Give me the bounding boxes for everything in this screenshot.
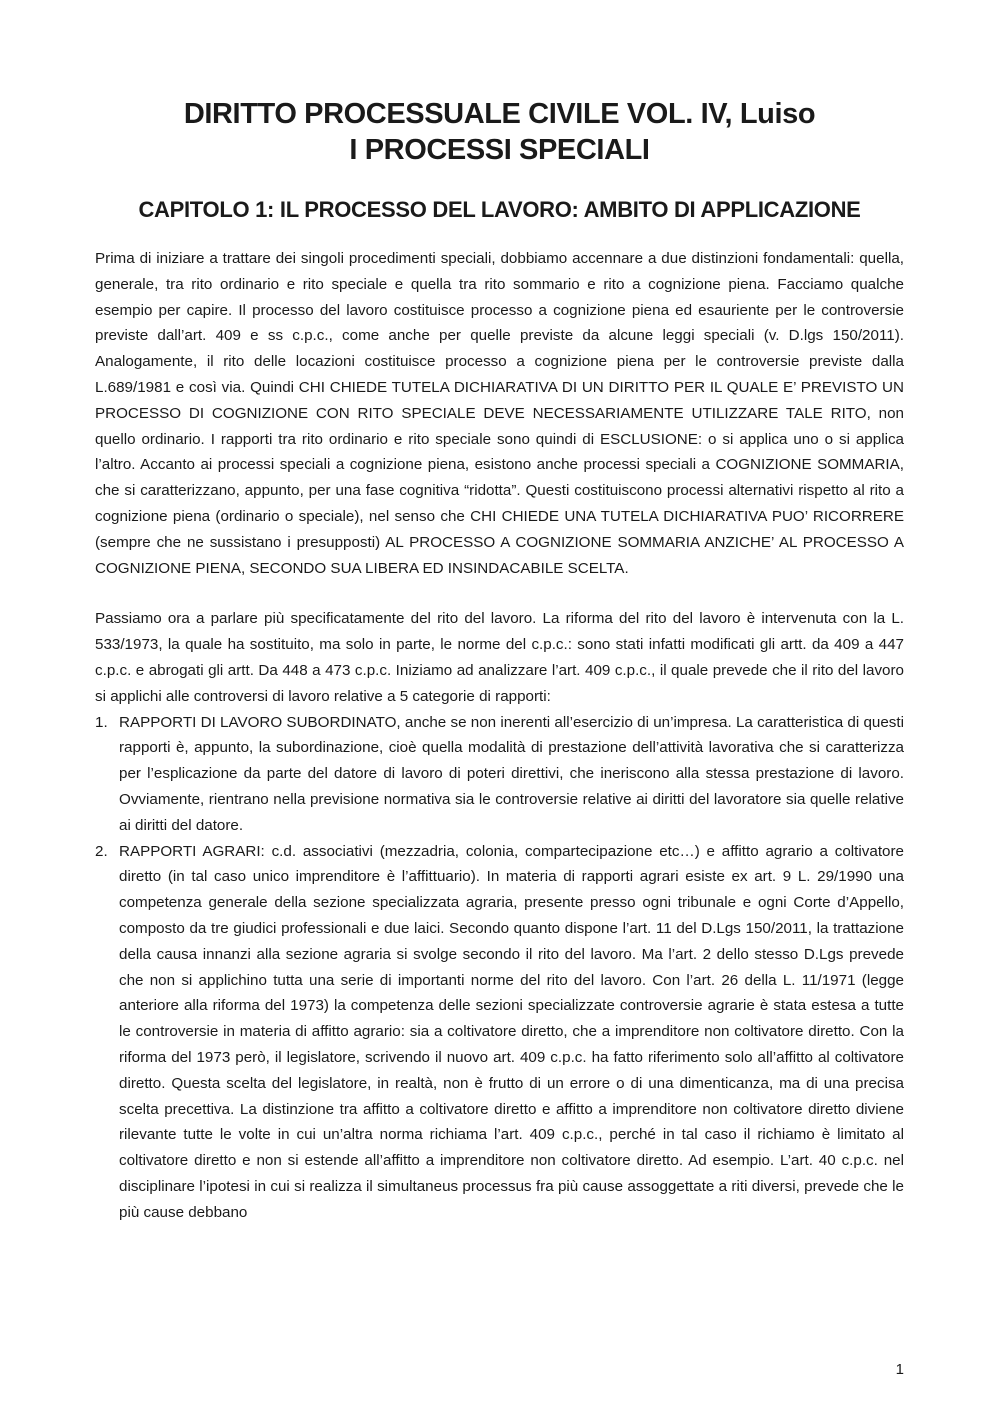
document-title: DIRITTO PROCESSUALE CIVILE VOL. IV, Luiso (183, 98, 816, 130)
body-paragraph: Passiamo ora a parlare più specificatamente del rito del lavoro. La riforma del rito del lavoro è intervenuta con la L. 533/1973, la quale ha sostituito, ma solo in parte, le norme del c.p.c.: sono stati infatti modificati gli artt. da 409 a 447 c.p.c. e abrogati gli artt. Da 448 a 473 c.p.c. Iniziamo ad analizzare l’art. 409 c.p.c., il quale prevede che il rito del lavoro si applichi alle controversi di lavoro relative a 5 categorie di rapporti: (95, 610, 904, 705)
list-item-number: 1. (95, 713, 108, 731)
list-item (95, 839, 904, 1226)
document-subtitle: I PROCESSI SPECIALI (349, 134, 650, 166)
document-page (95, 96, 904, 1225)
list-item (95, 710, 904, 839)
intro-paragraph: Prima di iniziare a trattare dei singoli procedimenti speciali, dobbiamo accennare a due distinzioni fondamentali: quella, generale, tra rito ordinario e rito speciale e quella tra rito sommario e rito a cognizione piena. Facciamo qualche esempio per capire. Il processo del lavoro costituisce processo a cognizione piena ed esauriente per le controversie previste dall’art. 409 e ss c.p.c., come anche per quelle previste da alcune leggi speciali (v. D.lgs 150/2011). Analogamente, il rito delle locazioni costituisce processo a cognizione piena per le controversie previste dalla L.689/1981 e così via. Quindi CHI CHIEDE TUTELA DICHIARATIVA DI UN DIRITTO PER IL QUALE E’ PREVISTO UN PROCESSO DI COGNIZIONE CON RITO SPECIALE DEVE NECESSARIAMENTE UTILIZZARE TALE RITO, non quello ordinario. I rapporti tra rito ordinario e rito speciale sono quindi di ESCLUSIONE: o si applica uno o si applica l’altro. Accanto ai processi speciali a cognizione piena, esistono anche processi speciali a COGNIZIONE SOMMARIA, che si caratterizzano, appunto, per una fase cognitiva “ridotta”. Questi costituiscono processi alternativi rispetto al rito a cognizione piena (ordinario o speciale), nel senso che CHI CHIEDE UNA TUTELA DICHIARATIVA PUO’ RICORRERE (sempre che ne sussistano i presupposti) AL PROCESSO A COGNIZIONE SOMMARIA ANZICHE’ AL PROCESSO A COGNIZIONE PIENA, SECONDO SUA LIBERA ED INSINDACABILE SCELTA. (95, 250, 904, 577)
page-number: 1 (895, 1361, 904, 1378)
list-item-text: RAPPORTI AGRARI: c.d. associativi (mezzadria, colonia, compartecipazione etc…) e affitto agrario a coltivatore diretto (in tal caso unico imprenditore è l’affittuario). In materia di rapporti agrari esiste ex art. 9 L. 29/1990 una competenza generale della sezione specializzata agraria, presente presso ogni tribunale e ogni Corte d’Appello, composto da tre giudici professionali e due laici. Secondo quanto dispone l’art. 11 del D.Lgs 150/2011, la trattazione della causa innanzi alla sezione agraria si svolge secondo il rito del lavoro. Ma l’art. 2 dello stesso D.Lgs prevede che non si applichino tutta una serie di importanti norme del rito del lavoro. Con l’art. 26 della L. 11/1971 (legge anteriore alla riforma del 1973) la competenza delle sezioni specializzate controversie agrarie è stata estesa a tutte le controversie in materia di affitto agrario: sia a coltivatore diretto, che a imprenditore non coltivatore diretto. Con la riforma del 1973 però, il legislatore, scrivendo il nuovo art. 409 c.p.c. ha fatto riferimento solo all’affitto al coltivatore diretto. Questa scelta del legislatore, in realtà, non è frutto di un errore o di una dimenticanza, ma di una precisa scelta precettiva. La distinzione tra affitto a coltivatore diretto e affitto a imprenditore non coltivatore diretto diviene rilevante tutte le volte in cui un’altra norma richiama l’art. 409 c.p.c., perché in tal caso il richiamo è limitato al coltivatore diretto e non si estende all’affitto a imprenditore non coltivatore diretto. Ad esempio. L’art. 40 c.p.c. nel disciplinare l’ipotesi in cui si realizza il simultaneus processus fra più cause assoggettate a riti diversi, prevede che le più cause debbano (119, 842, 904, 1221)
chapter-heading: CAPITOLO 1: IL PROCESSO DEL LAVORO: AMBITO DI APPLICAZIONE (138, 197, 861, 222)
list-item-number: 2. (95, 842, 108, 860)
categories-list (95, 710, 904, 1226)
list-item-text: RAPPORTI DI LAVORO SUBORDINATO, anche se non inerenti all’esercizio di un’impresa. La caratteristica di questi rapporti è, appunto, la subordinazione, cioè quella modalità di prestazione dell’attività lavorativa che si caratterizza per l’esplicazione da parte del datore di lavoro di poteri direttivi, che ineriscono alla stessa prestazione di lavoro. Ovviamente, rientrano nella previsione normativa sia le controversie relative ai diritti del lavoratore sia quelle relative ai diritti del datore. (119, 713, 904, 834)
